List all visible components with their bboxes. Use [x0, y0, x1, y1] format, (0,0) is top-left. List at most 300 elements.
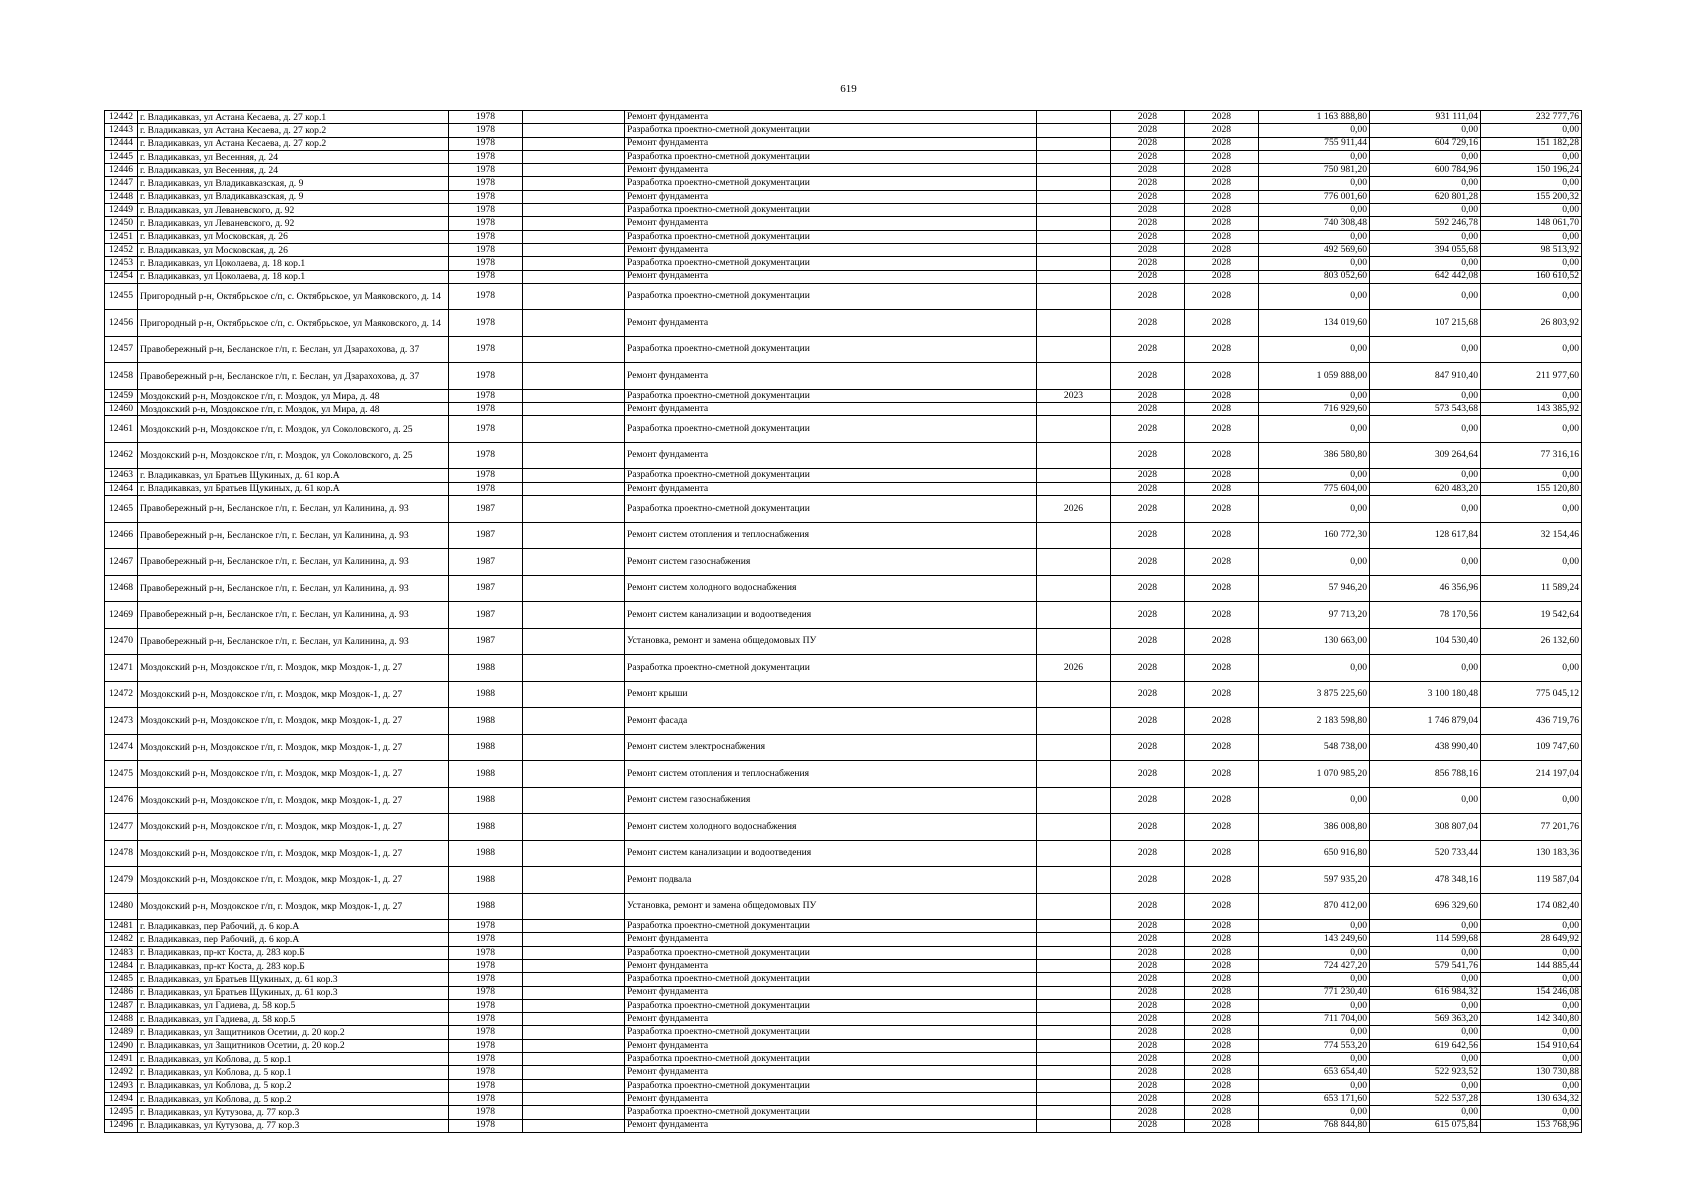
table-row [105, 933, 1582, 946]
extra-col-cell [523, 734, 625, 761]
end-year-cell: 2028 [1185, 1119, 1259, 1132]
fund-cost-cell: 847 910,40 [1370, 363, 1481, 390]
address-cell: Правобережный р-н, Бесланское г/п, г. Беслан, ул Калинина, д. 93 [138, 602, 449, 629]
start-year-cell: 2028 [1111, 999, 1185, 1012]
fund-cost-cell: 569 363,20 [1370, 1013, 1481, 1026]
page-number: 619 [840, 83, 857, 95]
fund-cost-cell: 128 617,84 [1370, 522, 1481, 549]
owner-cost-cell: 0,00 [1481, 389, 1582, 402]
build-year-cell: 1978 [449, 1119, 523, 1132]
end-year-cell: 2028 [1185, 1039, 1259, 1052]
extra-col-cell [523, 310, 625, 337]
address-cell: г. Владикавказ, ул Цоколаева, д. 18 кор.1 [138, 270, 449, 283]
total-cost-cell: 724 427,20 [1259, 959, 1370, 972]
fund-cost-cell: 931 111,04 [1370, 111, 1481, 124]
extra-col-cell [523, 124, 625, 137]
table-row [105, 1053, 1582, 1066]
planned-year-cell [1037, 336, 1111, 363]
end-year-cell: 2028 [1185, 204, 1259, 217]
table-row [105, 336, 1582, 363]
total-cost-cell: 0,00 [1259, 416, 1370, 443]
planned-year-cell [1037, 442, 1111, 469]
planned-year-cell [1037, 920, 1111, 933]
total-cost-cell: 0,00 [1259, 230, 1370, 243]
start-year-cell: 2028 [1111, 416, 1185, 443]
row-number-cell: 12471 [105, 655, 138, 682]
planned-year-cell [1037, 469, 1111, 482]
planned-year-cell [1037, 1053, 1111, 1066]
fund-cost-cell: 579 541,76 [1370, 959, 1481, 972]
table-row [105, 681, 1582, 708]
extra-col-cell [523, 787, 625, 814]
fund-cost-cell: 3 100 180,48 [1370, 681, 1481, 708]
fund-cost-cell: 0,00 [1370, 204, 1481, 217]
start-year-cell: 2028 [1111, 283, 1185, 310]
owner-cost-cell: 32 154,46 [1481, 522, 1582, 549]
start-year-cell: 2028 [1111, 1106, 1185, 1119]
row-number-cell: 12452 [105, 243, 138, 256]
row-number-cell: 12460 [105, 403, 138, 416]
row-number-cell: 12486 [105, 986, 138, 999]
owner-cost-cell: 0,00 [1481, 283, 1582, 310]
start-year-cell: 2028 [1111, 403, 1185, 416]
address-cell: Моздокский р-н, Моздокское г/п, г. Моздок, мкр Моздок-1, д. 27 [138, 814, 449, 841]
end-year-cell: 2028 [1185, 628, 1259, 655]
address-cell: г. Владикавказ, ул Леваневского, д. 92 [138, 217, 449, 230]
row-number-cell: 12455 [105, 283, 138, 310]
owner-cost-cell: 77 316,16 [1481, 442, 1582, 469]
fund-cost-cell: 620 801,28 [1370, 190, 1481, 203]
total-cost-cell: 57 946,20 [1259, 575, 1370, 602]
total-cost-cell: 0,00 [1259, 999, 1370, 1012]
end-year-cell: 2028 [1185, 681, 1259, 708]
extra-col-cell [523, 867, 625, 894]
work-type-cell: Ремонт фундамента [625, 403, 1037, 416]
address-cell: Моздокский р-н, Моздокское г/п, г. Моздок, мкр Моздок-1, д. 27 [138, 681, 449, 708]
fund-cost-cell: 1 746 879,04 [1370, 708, 1481, 735]
planned-year-cell [1037, 1026, 1111, 1039]
row-number-cell: 12472 [105, 681, 138, 708]
end-year-cell: 2028 [1185, 522, 1259, 549]
table-row [105, 999, 1582, 1012]
extra-col-cell [523, 708, 625, 735]
work-type-cell: Ремонт систем холодного водоснабжения [625, 814, 1037, 841]
fund-cost-cell: 0,00 [1370, 920, 1481, 933]
end-year-cell: 2028 [1185, 655, 1259, 682]
address-cell: Моздокский р-н, Моздокское г/п, г. Моздок, мкр Моздок-1, д. 27 [138, 708, 449, 735]
build-year-cell: 1988 [449, 867, 523, 894]
owner-cost-cell: 26 132,60 [1481, 628, 1582, 655]
row-number-cell: 12494 [105, 1092, 138, 1105]
owner-cost-cell: 148 061,70 [1481, 217, 1582, 230]
build-year-cell: 1978 [449, 150, 523, 163]
total-cost-cell: 597 935,20 [1259, 867, 1370, 894]
end-year-cell: 2028 [1185, 867, 1259, 894]
planned-year-cell [1037, 814, 1111, 841]
repair-schedule-table [104, 110, 1582, 1133]
address-cell: Моздокский р-н, Моздокское г/п, г. Моздок, мкр Моздок-1, д. 27 [138, 787, 449, 814]
work-type-cell: Ремонт систем электроснабжения [625, 734, 1037, 761]
owner-cost-cell: 0,00 [1481, 257, 1582, 270]
planned-year-cell [1037, 217, 1111, 230]
planned-year-cell [1037, 482, 1111, 495]
work-type-cell: Ремонт фундамента [625, 1119, 1037, 1132]
extra-col-cell [523, 628, 625, 655]
start-year-cell: 2028 [1111, 575, 1185, 602]
table-row [105, 1092, 1582, 1105]
end-year-cell: 2028 [1185, 602, 1259, 629]
start-year-cell: 2028 [1111, 389, 1185, 402]
owner-cost-cell: 151 182,28 [1481, 137, 1582, 150]
address-cell: Правобережный р-н, Бесланское г/п, г. Беслан, ул Дзарахохова, д. 37 [138, 336, 449, 363]
row-number-cell: 12457 [105, 336, 138, 363]
start-year-cell: 2028 [1111, 1053, 1185, 1066]
owner-cost-cell: 150 196,24 [1481, 164, 1582, 177]
address-cell: Моздокский р-н, Моздокское г/п, г. Моздок, мкр Моздок-1, д. 27 [138, 655, 449, 682]
start-year-cell: 2028 [1111, 1119, 1185, 1132]
owner-cost-cell: 0,00 [1481, 973, 1582, 986]
extra-col-cell [523, 336, 625, 363]
total-cost-cell: 0,00 [1259, 920, 1370, 933]
total-cost-cell: 0,00 [1259, 1106, 1370, 1119]
row-number-cell: 12493 [105, 1079, 138, 1092]
address-cell: г. Владикавказ, ул Кутузова, д. 77 кор.3 [138, 1106, 449, 1119]
fund-cost-cell: 0,00 [1370, 389, 1481, 402]
fund-cost-cell: 0,00 [1370, 336, 1481, 363]
total-cost-cell: 803 052,60 [1259, 270, 1370, 283]
end-year-cell: 2028 [1185, 389, 1259, 402]
end-year-cell: 2028 [1185, 920, 1259, 933]
planned-year-cell [1037, 243, 1111, 256]
row-number-cell: 12469 [105, 602, 138, 629]
build-year-cell: 1978 [449, 363, 523, 390]
row-number-cell: 12480 [105, 893, 138, 920]
table-row [105, 602, 1582, 629]
row-number-cell: 12462 [105, 442, 138, 469]
end-year-cell: 2028 [1185, 814, 1259, 841]
total-cost-cell: 755 911,44 [1259, 137, 1370, 150]
work-type-cell: Разработка проектно-сметной документации [625, 230, 1037, 243]
extra-col-cell [523, 1053, 625, 1066]
table-row [105, 1013, 1582, 1026]
fund-cost-cell: 107 215,68 [1370, 310, 1481, 337]
address-cell: г. Владикавказ, ул Весенняя, д. 24 [138, 164, 449, 177]
row-number-cell: 12476 [105, 787, 138, 814]
start-year-cell: 2028 [1111, 137, 1185, 150]
address-cell: г. Владикавказ, ул Весенняя, д. 24 [138, 150, 449, 163]
build-year-cell: 1978 [449, 1013, 523, 1026]
work-type-cell: Разработка проектно-сметной документации [625, 124, 1037, 137]
planned-year-cell [1037, 787, 1111, 814]
address-cell: г. Владикавказ, ул Коблова, д. 5 кор.1 [138, 1053, 449, 1066]
address-cell: г. Владикавказ, ул Леваневского, д. 92 [138, 204, 449, 217]
total-cost-cell: 0,00 [1259, 496, 1370, 523]
row-number-cell: 12447 [105, 177, 138, 190]
table-row [105, 164, 1582, 177]
fund-cost-cell: 616 984,32 [1370, 986, 1481, 999]
total-cost-cell: 0,00 [1259, 283, 1370, 310]
planned-year-cell [1037, 1119, 1111, 1132]
work-type-cell: Ремонт фундамента [625, 270, 1037, 283]
owner-cost-cell: 0,00 [1481, 150, 1582, 163]
owner-cost-cell: 155 120,80 [1481, 482, 1582, 495]
end-year-cell: 2028 [1185, 124, 1259, 137]
fund-cost-cell: 0,00 [1370, 150, 1481, 163]
total-cost-cell: 768 844,80 [1259, 1119, 1370, 1132]
total-cost-cell: 548 738,00 [1259, 734, 1370, 761]
row-number-cell: 12461 [105, 416, 138, 443]
end-year-cell: 2028 [1185, 283, 1259, 310]
build-year-cell: 1978 [449, 243, 523, 256]
table-row [105, 496, 1582, 523]
table-row [105, 1066, 1582, 1079]
row-number-cell: 12446 [105, 164, 138, 177]
build-year-cell: 1978 [449, 124, 523, 137]
fund-cost-cell: 0,00 [1370, 177, 1481, 190]
total-cost-cell: 653 171,60 [1259, 1092, 1370, 1105]
extra-col-cell [523, 999, 625, 1012]
total-cost-cell: 771 230,40 [1259, 986, 1370, 999]
owner-cost-cell: 26 803,92 [1481, 310, 1582, 337]
address-cell: г. Владикавказ, ул Московская, д. 26 [138, 230, 449, 243]
address-cell: г. Владикавказ, ул Астана Кесаева, д. 27 кор.2 [138, 124, 449, 137]
owner-cost-cell: 0,00 [1481, 230, 1582, 243]
extra-col-cell [523, 164, 625, 177]
address-cell: Правобережный р-н, Бесланское г/п, г. Беслан, ул Калинина, д. 93 [138, 496, 449, 523]
table-row [105, 150, 1582, 163]
work-type-cell: Установка, ремонт и замена общедомовых ПУ [625, 893, 1037, 920]
owner-cost-cell: 232 777,76 [1481, 111, 1582, 124]
fund-cost-cell: 696 329,60 [1370, 893, 1481, 920]
build-year-cell: 1987 [449, 522, 523, 549]
build-year-cell: 1978 [449, 986, 523, 999]
work-type-cell: Ремонт фундамента [625, 442, 1037, 469]
table-row [105, 549, 1582, 576]
planned-year-cell [1037, 708, 1111, 735]
planned-year-cell [1037, 1106, 1111, 1119]
total-cost-cell: 0,00 [1259, 336, 1370, 363]
end-year-cell: 2028 [1185, 761, 1259, 788]
start-year-cell: 2028 [1111, 336, 1185, 363]
end-year-cell: 2028 [1185, 442, 1259, 469]
end-year-cell: 2028 [1185, 999, 1259, 1012]
work-type-cell: Разработка проектно-сметной документации [625, 469, 1037, 482]
fund-cost-cell: 0,00 [1370, 124, 1481, 137]
build-year-cell: 1978 [449, 1106, 523, 1119]
owner-cost-cell: 130 730,88 [1481, 1066, 1582, 1079]
end-year-cell: 2028 [1185, 217, 1259, 230]
fund-cost-cell: 0,00 [1370, 416, 1481, 443]
planned-year-cell [1037, 416, 1111, 443]
table-row [105, 243, 1582, 256]
fund-cost-cell: 78 170,56 [1370, 602, 1481, 629]
end-year-cell: 2028 [1185, 575, 1259, 602]
extra-col-cell [523, 482, 625, 495]
owner-cost-cell: 214 197,04 [1481, 761, 1582, 788]
start-year-cell: 2028 [1111, 840, 1185, 867]
owner-cost-cell: 119 587,04 [1481, 867, 1582, 894]
table-row [105, 204, 1582, 217]
total-cost-cell: 870 412,00 [1259, 893, 1370, 920]
table-row [105, 1106, 1582, 1119]
table-row [105, 111, 1582, 124]
address-cell: г. Владикавказ, пр-кт Коста, д. 283 кор.Б [138, 946, 449, 959]
work-type-cell: Ремонт фундамента [625, 1066, 1037, 1079]
planned-year-cell [1037, 986, 1111, 999]
extra-col-cell [523, 190, 625, 203]
work-type-cell: Ремонт фундамента [625, 1092, 1037, 1105]
extra-col-cell [523, 243, 625, 256]
total-cost-cell: 0,00 [1259, 177, 1370, 190]
build-year-cell: 1988 [449, 893, 523, 920]
fund-cost-cell: 309 264,64 [1370, 442, 1481, 469]
address-cell: г. Владикавказ, ул Защитников Осетии, д. 20 кор.2 [138, 1039, 449, 1052]
fund-cost-cell: 438 990,40 [1370, 734, 1481, 761]
end-year-cell: 2028 [1185, 708, 1259, 735]
owner-cost-cell: 0,00 [1481, 1106, 1582, 1119]
fund-cost-cell: 308 807,04 [1370, 814, 1481, 841]
total-cost-cell: 0,00 [1259, 204, 1370, 217]
work-type-cell: Ремонт систем холодного водоснабжения [625, 575, 1037, 602]
extra-col-cell [523, 1039, 625, 1052]
owner-cost-cell: 0,00 [1481, 787, 1582, 814]
build-year-cell: 1978 [449, 920, 523, 933]
end-year-cell: 2028 [1185, 257, 1259, 270]
owner-cost-cell: 0,00 [1481, 999, 1582, 1012]
owner-cost-cell: 155 200,32 [1481, 190, 1582, 203]
owner-cost-cell: 144 885,44 [1481, 959, 1582, 972]
owner-cost-cell: 0,00 [1481, 655, 1582, 682]
address-cell: Моздокский р-н, Моздокское г/п, г. Моздок, мкр Моздок-1, д. 27 [138, 734, 449, 761]
row-number-cell: 12490 [105, 1039, 138, 1052]
extra-col-cell [523, 496, 625, 523]
planned-year-cell [1037, 230, 1111, 243]
owner-cost-cell: 0,00 [1481, 496, 1582, 523]
total-cost-cell: 1 059 888,00 [1259, 363, 1370, 390]
row-number-cell: 12478 [105, 840, 138, 867]
owner-cost-cell: 98 513,92 [1481, 243, 1582, 256]
work-type-cell: Ремонт систем канализации и водоотведения [625, 840, 1037, 867]
start-year-cell: 2028 [1111, 959, 1185, 972]
build-year-cell: 1988 [449, 814, 523, 841]
owner-cost-cell: 0,00 [1481, 1026, 1582, 1039]
owner-cost-cell: 0,00 [1481, 336, 1582, 363]
work-type-cell: Разработка проектно-сметной документации [625, 257, 1037, 270]
total-cost-cell: 0,00 [1259, 655, 1370, 682]
planned-year-cell [1037, 867, 1111, 894]
row-number-cell: 12465 [105, 496, 138, 523]
address-cell: г. Владикавказ, ул Братьев Щукиных, д. 61 кор.3 [138, 973, 449, 986]
planned-year-cell [1037, 959, 1111, 972]
extra-col-cell [523, 1026, 625, 1039]
end-year-cell: 2028 [1185, 946, 1259, 959]
start-year-cell: 2028 [1111, 1026, 1185, 1039]
end-year-cell: 2028 [1185, 1013, 1259, 1026]
extra-col-cell [523, 1079, 625, 1092]
end-year-cell: 2028 [1185, 111, 1259, 124]
owner-cost-cell: 130 634,32 [1481, 1092, 1582, 1105]
fund-cost-cell: 478 348,16 [1370, 867, 1481, 894]
build-year-cell: 1978 [449, 137, 523, 150]
work-type-cell: Установка, ремонт и замена общедомовых ПУ [625, 628, 1037, 655]
owner-cost-cell: 436 719,76 [1481, 708, 1582, 735]
end-year-cell: 2028 [1185, 363, 1259, 390]
planned-year-cell: 2023 [1037, 389, 1111, 402]
extra-col-cell [523, 217, 625, 230]
build-year-cell: 1978 [449, 1039, 523, 1052]
owner-cost-cell: 0,00 [1481, 416, 1582, 443]
total-cost-cell: 1 070 985,20 [1259, 761, 1370, 788]
row-number-cell: 12484 [105, 959, 138, 972]
table-row [105, 1039, 1582, 1052]
build-year-cell: 1978 [449, 1066, 523, 1079]
row-number-cell: 12475 [105, 761, 138, 788]
build-year-cell: 1988 [449, 787, 523, 814]
table-row [105, 310, 1582, 337]
total-cost-cell: 653 654,40 [1259, 1066, 1370, 1079]
work-type-cell: Ремонт фундамента [625, 190, 1037, 203]
work-type-cell: Разработка проектно-сметной документации [625, 1106, 1037, 1119]
fund-cost-cell: 0,00 [1370, 283, 1481, 310]
end-year-cell: 2028 [1185, 190, 1259, 203]
table-row [105, 867, 1582, 894]
address-cell: Моздокский р-н, Моздокское г/п, г. Моздок, ул Мира, д. 48 [138, 389, 449, 402]
work-type-cell: Разработка проектно-сметной документации [625, 177, 1037, 190]
fund-cost-cell: 394 055,68 [1370, 243, 1481, 256]
row-number-cell: 12479 [105, 867, 138, 894]
owner-cost-cell: 0,00 [1481, 1053, 1582, 1066]
work-type-cell: Ремонт систем отопления и теплоснабжения [625, 761, 1037, 788]
build-year-cell: 1988 [449, 840, 523, 867]
build-year-cell: 1978 [449, 403, 523, 416]
table-row [105, 1119, 1582, 1132]
extra-col-cell [523, 230, 625, 243]
table-row [105, 1079, 1582, 1092]
fund-cost-cell: 573 543,68 [1370, 403, 1481, 416]
owner-cost-cell: 0,00 [1481, 549, 1582, 576]
end-year-cell: 2028 [1185, 150, 1259, 163]
build-year-cell: 1978 [449, 959, 523, 972]
build-year-cell: 1988 [449, 761, 523, 788]
table-row [105, 257, 1582, 270]
end-year-cell: 2028 [1185, 177, 1259, 190]
address-cell: Правобережный р-н, Бесланское г/п, г. Беслан, ул Калинина, д. 93 [138, 628, 449, 655]
end-year-cell: 2028 [1185, 893, 1259, 920]
build-year-cell: 1987 [449, 602, 523, 629]
extra-col-cell [523, 681, 625, 708]
fund-cost-cell: 522 923,52 [1370, 1066, 1481, 1079]
end-year-cell: 2028 [1185, 959, 1259, 972]
total-cost-cell: 0,00 [1259, 469, 1370, 482]
start-year-cell: 2028 [1111, 681, 1185, 708]
planned-year-cell [1037, 681, 1111, 708]
address-cell: Моздокский р-н, Моздокское г/п, г. Моздок, мкр Моздок-1, д. 27 [138, 893, 449, 920]
planned-year-cell [1037, 893, 1111, 920]
start-year-cell: 2028 [1111, 655, 1185, 682]
owner-cost-cell: 130 183,36 [1481, 840, 1582, 867]
row-number-cell: 12466 [105, 522, 138, 549]
build-year-cell: 1978 [449, 933, 523, 946]
address-cell: Моздокский р-н, Моздокское г/п, г. Моздок, ул Мира, д. 48 [138, 403, 449, 416]
end-year-cell: 2028 [1185, 243, 1259, 256]
end-year-cell: 2028 [1185, 787, 1259, 814]
start-year-cell: 2028 [1111, 1079, 1185, 1092]
planned-year-cell [1037, 840, 1111, 867]
extra-col-cell [523, 522, 625, 549]
fund-cost-cell: 0,00 [1370, 655, 1481, 682]
work-type-cell: Разработка проектно-сметной документации [625, 1053, 1037, 1066]
build-year-cell: 1978 [449, 973, 523, 986]
